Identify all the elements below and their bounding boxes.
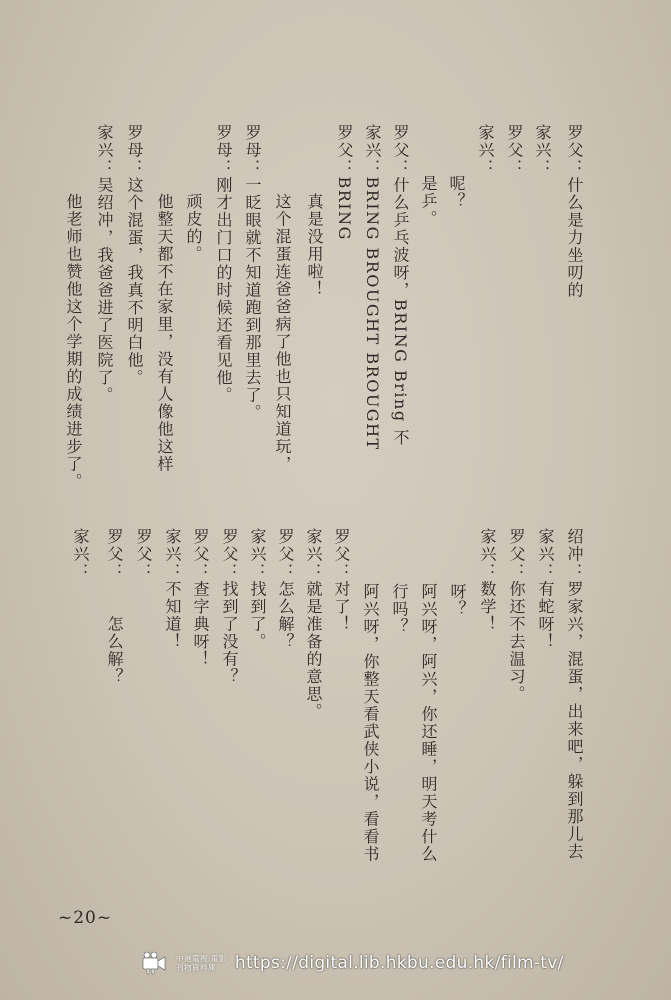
lower-line-7: 行吗？: [390, 548, 409, 636]
lower-line-18: 家兴：: [71, 528, 90, 581]
upper-line-3: 罗父：: [505, 124, 524, 177]
lower-line-11: 罗父：怎么解？: [276, 528, 295, 651]
watermark-url[interactable]: https://digital.lib.hkbu.edu.hk/film-tv/: [234, 953, 564, 973]
upper-line-8: 家兴：BRING BROUGHT BROUGHT: [363, 124, 382, 451]
lower-line-2: 家兴：有蛇呀！: [536, 528, 555, 651]
upper-line-11: 这个混蛋连爸爸病了他也只知道玩，: [273, 158, 292, 473]
upper-line-13: 罗母：刚才出门口的时候还看见他。: [214, 124, 233, 404]
lower-line-8: 阿兴呀，你整天看武侠小说，看看书: [361, 548, 380, 863]
page-number: ~20~: [58, 908, 113, 928]
watermark: [140, 946, 564, 980]
upper-line-4: 家兴：: [476, 124, 495, 177]
upper-line-17: 家兴：吴绍冲，我爸爸进了医院了。: [95, 124, 114, 404]
upper-line-1: 罗父：什么是力坐叨的: [565, 124, 584, 299]
lower-line-15: 家兴：不知道！: [163, 528, 182, 651]
lower-line-13: 罗父：找到了没有？: [220, 528, 239, 686]
lower-line-9: 罗父：对了！: [332, 528, 351, 633]
lower-line-12: 家兴：找到了。: [248, 528, 267, 651]
upper-line-2: 家兴：: [533, 124, 552, 177]
lower-line-6: 阿兴呀，阿兴，你还睡，明天考什么: [419, 548, 438, 863]
watermark-org-line1: 中港電視·電影: [176, 953, 227, 963]
lower-line-3: 罗父：你还不去温习。: [507, 528, 526, 703]
lower-line-14: 罗父：查字典呀！: [191, 528, 210, 668]
camera-logo-icon: [140, 949, 168, 977]
upper-line-18: 他老师也赞他这个学期的成绩进步了。: [64, 158, 83, 491]
upper-line-16: 罗母：这个混蛋，我真不明白他。: [125, 124, 144, 387]
upper-line-15: 他整天都不在家里，没有人像他这样: [155, 158, 174, 473]
lower-line-5: 呀？: [448, 548, 467, 618]
upper-line-9: 罗父：BRING: [335, 124, 354, 241]
lower-line-1: 绍冲：罗家兴，混蛋，出来吧，躲到那儿去: [565, 528, 584, 861]
lower-line-10: 家兴：就是准备的意思。: [304, 528, 323, 721]
lower-line-16: 罗父：: [134, 528, 153, 581]
watermark-org: [176, 954, 227, 973]
lower-line-17: 罗父： 怎么解？: [105, 528, 124, 686]
upper-line-14: 顽皮的。: [184, 158, 203, 263]
lower-line-4: 家兴：数学！: [478, 528, 497, 633]
upper-line-10: 真是没用啦！: [305, 158, 324, 298]
watermark-org-line2: 刊物資料庫: [176, 963, 216, 972]
upper-line-5: 呢？: [447, 140, 466, 210]
upper-line-12: 罗母：一眨眼就不知道跑到那里去了。: [243, 124, 262, 422]
upper-line-6: 是乒。: [419, 140, 438, 228]
upper-line-7: 罗父：什么乒乓波呀，BRING Bring 不: [391, 124, 410, 447]
